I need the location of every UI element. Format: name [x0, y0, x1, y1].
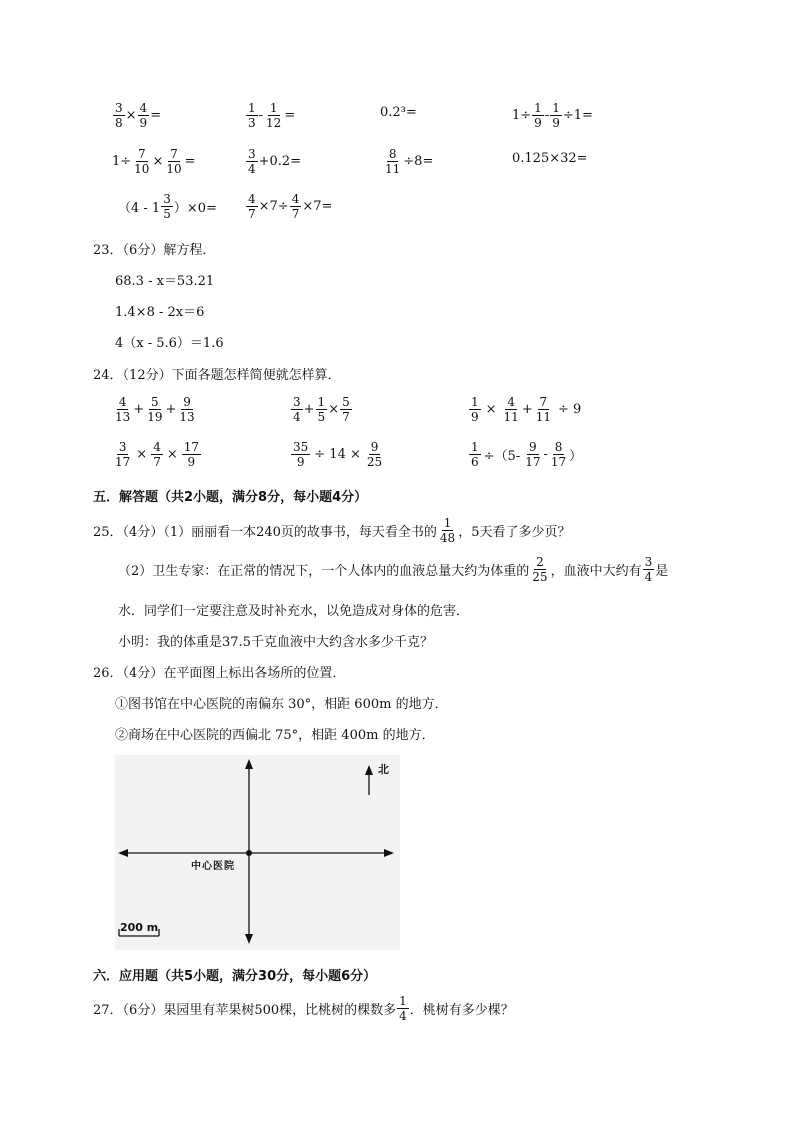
equals: =: [184, 154, 196, 169]
denominator: 9: [471, 410, 479, 424]
middle: ×7÷: [258, 199, 289, 214]
suffix: ×7=: [302, 199, 333, 214]
numerator: 4: [291, 192, 300, 206]
q24-title: 24．（12分）下面各题怎样简便就怎样算．: [93, 368, 341, 383]
north-arrowhead: [245, 759, 253, 769]
q26-title: 26．（4分）在平面图上标出各场所的位置．: [93, 666, 346, 681]
equals: =: [150, 108, 162, 123]
denominator: 4: [248, 162, 256, 176]
operator: ÷（5-: [483, 449, 521, 464]
operator: +: [303, 402, 315, 417]
calc-r3-e1: [118, 192, 217, 221]
denominator: 9: [552, 116, 560, 130]
denominator: 5: [317, 410, 326, 424]
calc-r2-e1: [112, 147, 196, 176]
q25-text: 25．（4分）（1）丽丽看一本240页的故事书，每天看全书的: [93, 525, 437, 540]
q24-c: [468, 395, 581, 424]
numerator: 17: [183, 440, 200, 454]
numerator: 1: [317, 395, 326, 409]
numerator: 7: [137, 147, 146, 161]
denominator: 10: [166, 162, 182, 176]
q25-part2: [118, 555, 668, 584]
prefix: （4 - 1: [118, 201, 161, 216]
scale-label: 200 m: [120, 921, 159, 934]
calc-r2-e3: [382, 147, 433, 176]
east-arrowhead: [384, 849, 394, 857]
numerator: 4: [139, 101, 148, 115]
denominator: 4: [644, 570, 653, 584]
denominator: 19: [147, 410, 163, 424]
calc-r1-e3: 0.2³=: [380, 105, 417, 120]
calc-r3-e2: [245, 192, 332, 221]
suffix: ÷1=: [562, 108, 593, 123]
q26-item1: ①图书馆在中心医院的南偏东 30°，相距 600m 的地方．: [115, 697, 448, 712]
prefix: 1÷: [512, 108, 532, 123]
numerator: 1: [248, 101, 256, 115]
section6-title: 六．应用题（共5小题，满分30分，每小题6分）: [93, 969, 377, 984]
q24-d: [112, 440, 202, 469]
numerator: 3: [115, 101, 123, 115]
section5-title: 五．解答题（共2小题，满分8分，每小题4分）: [93, 490, 368, 505]
q26-item2: ②商场在中心医院的西偏北 75°，相距 400m 的地方．: [115, 728, 435, 743]
suffix: +0.2=: [258, 154, 302, 169]
numerator: 4: [118, 395, 127, 409]
denominator: 4: [399, 1009, 407, 1023]
equals: =: [284, 108, 296, 123]
q25-text: 是: [655, 564, 669, 579]
center-label: 中心医院: [191, 861, 235, 872]
denominator: 11: [535, 410, 552, 424]
denominator: 5: [163, 207, 171, 221]
operator: +: [521, 402, 533, 417]
denominator: 11: [385, 162, 401, 176]
q27-text: 27．（6分）果园里有苹果树500棵，比桃树的棵数多: [93, 1003, 397, 1018]
q25-line2: 水．同学们一定要注意及时补充水，以免造成对身体的危害．: [118, 604, 470, 619]
q25-part1: [93, 516, 570, 545]
suffix: ÷ 9: [558, 402, 582, 417]
denominator: 25: [366, 455, 383, 469]
operator: ×: [485, 402, 497, 417]
denominator: 7: [153, 455, 161, 469]
numerator: 1: [534, 101, 542, 115]
suffix: ）: [569, 449, 583, 464]
numerator: 3: [248, 147, 256, 161]
numerator: 1: [269, 101, 278, 115]
numerator: 1: [399, 994, 407, 1008]
numerator: 1: [552, 101, 560, 115]
q24-a: [112, 395, 198, 424]
suffix: ）×0=: [173, 201, 217, 216]
denominator: 9: [534, 116, 542, 130]
denominator: 9: [187, 455, 196, 469]
calc-r2-e2: [245, 147, 301, 176]
numerator: 3: [644, 555, 653, 569]
numerator: 3: [163, 192, 171, 206]
calc-r1-e2: [245, 101, 295, 130]
numerator: 3: [293, 395, 301, 409]
numerator: 3: [118, 440, 127, 454]
denominator: 17: [525, 455, 541, 469]
operator: +: [133, 402, 145, 417]
denominator: 25: [532, 570, 548, 584]
q25-text: （2）卫生专家：在正常的情况下，一个人体内的血液总量大约为体重的: [118, 564, 530, 579]
numerator: 5: [151, 395, 159, 409]
denominator: 4: [293, 410, 301, 424]
denominator: 11: [503, 410, 519, 424]
denominator: 13: [115, 410, 131, 424]
numerator: 7: [539, 395, 548, 409]
operator: ×: [166, 447, 178, 462]
q27: [93, 994, 514, 1023]
numerator: 8: [388, 147, 397, 161]
denominator: 8: [115, 116, 123, 130]
operator: ÷ 14 ×: [314, 447, 361, 462]
calc-r1-e4: [512, 101, 593, 130]
numerator: 9: [370, 440, 379, 454]
denominator: 17: [550, 455, 567, 469]
operator: ×: [328, 402, 340, 417]
denominator: 9: [296, 455, 305, 469]
denominator: 7: [342, 410, 350, 424]
calc-r2-e4: 0.125×32=: [512, 151, 588, 166]
denominator: 13: [179, 410, 195, 424]
denominator: 3: [248, 116, 256, 130]
q23-eq3: 4（x - 5.6）＝1.6: [115, 336, 224, 351]
prefix: 1÷: [112, 154, 132, 169]
operator: -: [543, 447, 548, 462]
denominator: 6: [471, 455, 479, 469]
numerator: 9: [183, 395, 191, 409]
denominator: 12: [266, 116, 282, 130]
q24-f: [468, 440, 582, 469]
north-indicator-arrow-icon: [365, 765, 373, 775]
q23-eq1: 68.3 - x＝53.21: [115, 274, 215, 289]
numerator: 4: [153, 440, 161, 454]
numerator: 35: [293, 440, 309, 454]
numerator: 5: [342, 395, 350, 409]
q25-text: ，5天看了多少页？: [458, 525, 571, 540]
operator: ×: [136, 447, 148, 462]
numerator: 4: [248, 192, 256, 206]
north-label: 北: [378, 763, 389, 776]
numerator: 9: [529, 440, 537, 454]
q24-e: [290, 440, 385, 469]
numerator: 8: [554, 440, 563, 454]
q23-title: 23．（6分）解方程．: [93, 243, 216, 258]
denominator: 7: [248, 207, 256, 221]
q27-text: ．桃树有多少棵？: [409, 1003, 514, 1018]
q25-text: ，血液中大约有: [550, 564, 642, 579]
numerator: 2: [536, 555, 544, 569]
numerator: 1: [443, 516, 452, 530]
operator: ×: [152, 154, 164, 169]
q25-line3: 小明：我的体重是37.5千克血液中大约含水多少千克？: [118, 635, 433, 650]
q23-eq2: 1.4×8 - 2x＝6: [115, 305, 205, 320]
plan-map: [115, 755, 400, 950]
numerator: 4: [507, 395, 515, 409]
denominator: 9: [139, 116, 148, 130]
operator: -: [544, 108, 550, 123]
denominator: 10: [134, 162, 150, 176]
numerator: 1: [471, 440, 479, 454]
operator: -: [258, 108, 264, 123]
suffix: ÷8=: [403, 154, 434, 169]
denominator: 7: [291, 207, 300, 221]
west-arrowhead: [118, 849, 128, 857]
denominator: 17: [115, 455, 131, 469]
operator: +: [165, 402, 177, 417]
calc-r1-e1: [112, 101, 161, 130]
south-arrowhead: [245, 934, 253, 944]
operator: ×: [125, 108, 137, 123]
numerator: 7: [170, 147, 178, 161]
center-point: [246, 850, 252, 856]
denominator: 48: [439, 531, 456, 545]
q24-b: [290, 395, 353, 424]
numerator: 1: [471, 395, 479, 409]
